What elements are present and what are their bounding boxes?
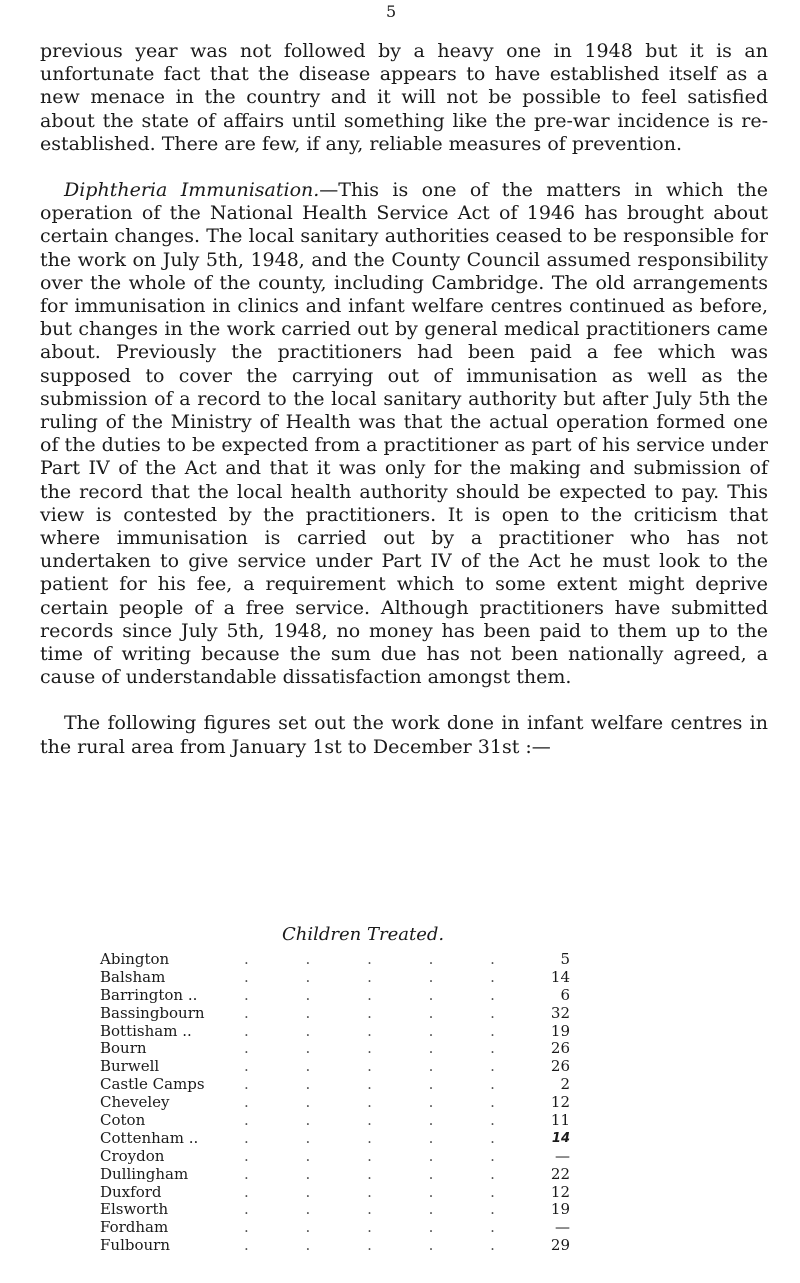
village-name: Croydon <box>100 1146 165 1165</box>
children-count: 14 <box>551 1130 570 1146</box>
paragraph-continuation: previous year was not followed by a heavy one in 1948 but it is an unfortunate fact that the disease appears to have established itself as a new menace in the country and it will not be possible to feel satisfied about the state of affairs until something like the pre-war incidence is re-established. There are few, if any, reliable measures of prevention. <box>40 40 768 155</box>
children-count: 12 <box>550 1093 570 1112</box>
dot-leader: . . . . . <box>244 1218 521 1237</box>
dot-leader: . . . . . <box>244 1111 521 1130</box>
dot-leader: . . . . . <box>244 1075 521 1094</box>
table-row <box>100 1076 570 1094</box>
section-heading: Diphtheria Immunisation. <box>64 179 320 202</box>
children-count: 26 <box>550 1039 570 1058</box>
table-row <box>100 951 570 969</box>
table-row <box>100 1112 570 1130</box>
village-name: Coton <box>100 1111 146 1130</box>
paragraph-body: —This is one of the matters in which the operation of the National Health Service Act of 1946 has brought about certain changes. The local sanitary authorities ceased to be responsible for the work on July 5th, 1948, and the County Council assumed responsibility over the whole of the county, including Cambridge. The old arrangements for immunisation in clinics and infant welfare centres continued as before, but changes in the work carried out by general medical practitioners came about. Previously the practitioners had been paid a fee which was supposed to cover the carrying out of immunisation as well as the submission of a record to the local sanitary authority but after July 5th the ruling of the Ministry of Health was that the actual operation formed one of the duties to be expected from a practitioner as part of his service under Part IV of the Act and that it was only for the making and submission of the record that the local health authority should be expected to pay. This view is contested by the practitioners. It is open to the criticism that where immunisation is carried out by a practitioner who has not undertaken to give service under Part IV of the Act he must look to the patient for his fee, a requirement which to some extent might deprive certain people of a free service. Although practitioners have submitted records since July 5th, 1948, no money has been paid to them up to the time of writing because the sum due has not been nationally agreed, a cause of understandable dissatisfaction amongst them. <box>40 179 768 689</box>
table-row <box>100 969 570 987</box>
page-number: 5 <box>386 2 397 21</box>
village-name: Bourn <box>100 1039 147 1058</box>
dot-leader: . . . . . <box>244 950 521 968</box>
children-count: 26 <box>550 1057 570 1076</box>
children-count: 6 <box>560 985 570 1004</box>
village-name: Balsham <box>100 967 166 986</box>
village-name: Cheveley <box>100 1093 170 1112</box>
table-row <box>100 1166 570 1184</box>
table-row <box>100 1219 570 1237</box>
table-title: Children Treated. <box>282 924 445 945</box>
children-count: 32 <box>550 1003 570 1022</box>
village-name: Dullingham <box>100 1164 189 1183</box>
children-count: — <box>555 1146 570 1165</box>
children-count: 19 <box>550 1200 570 1219</box>
table-row <box>100 1237 570 1255</box>
table-row <box>100 1040 570 1058</box>
village-name: Fordham <box>100 1218 169 1237</box>
table-row <box>100 1023 570 1041</box>
table-row <box>100 1148 570 1166</box>
children-count: 14 <box>550 967 570 986</box>
village-name: Abington <box>100 950 170 968</box>
children-count: 11 <box>550 1111 570 1130</box>
village-name: Barrington .. <box>100 985 198 1004</box>
paragraph-figures-intro: The following figures set out the work done in infant welfare centres in the rural area from January 1st to December 31st :— <box>40 712 768 758</box>
dot-leader: . . . . . <box>244 1057 521 1076</box>
children-treated-table <box>100 951 570 1255</box>
dot-leader: . . . . . <box>244 967 521 986</box>
village-name: Burwell <box>100 1057 160 1076</box>
table-row <box>100 1058 570 1076</box>
table-row <box>100 987 570 1005</box>
dot-leader: . . . . . <box>244 1182 521 1201</box>
dot-leader: . . . . . <box>244 1146 521 1165</box>
dot-leader: . . . . . <box>244 985 521 1004</box>
children-count: 12 <box>550 1182 570 1201</box>
dot-leader: . . . . . <box>244 1128 521 1147</box>
paragraph-diphtheria-immunisation <box>40 179 768 689</box>
village-name: Bottisham .. <box>100 1021 192 1040</box>
children-count: 22 <box>550 1164 570 1183</box>
dot-leader: . . . . . <box>244 1164 521 1183</box>
children-count: 5 <box>560 950 570 968</box>
table-row <box>100 1130 570 1148</box>
village-name: Cottenham .. <box>100 1128 199 1147</box>
dot-leader: . . . . . <box>244 1200 521 1219</box>
table-row <box>100 1201 570 1219</box>
village-name: Castle Camps <box>100 1075 205 1094</box>
dot-leader: . . . . . <box>244 1093 521 1112</box>
dot-leader: . . . . . <box>244 1021 521 1040</box>
dot-leader: . . . . . <box>244 1039 521 1058</box>
table-row <box>100 1094 570 1112</box>
children-count: 29 <box>550 1236 570 1255</box>
dot-leader: . . . . . <box>244 1003 521 1022</box>
village-name: Bassingbourn <box>100 1003 205 1022</box>
table-row <box>100 1005 570 1023</box>
village-name: Fulbourn <box>100 1236 170 1255</box>
children-count: 2 <box>560 1075 570 1094</box>
table-row <box>100 1184 570 1202</box>
village-name: Duxford <box>100 1182 162 1201</box>
children-count: — <box>555 1218 570 1237</box>
village-name: Elsworth <box>100 1200 169 1219</box>
children-count: 19 <box>550 1021 570 1040</box>
dot-leader: . . . . . <box>244 1236 521 1255</box>
body-text <box>40 40 768 782</box>
